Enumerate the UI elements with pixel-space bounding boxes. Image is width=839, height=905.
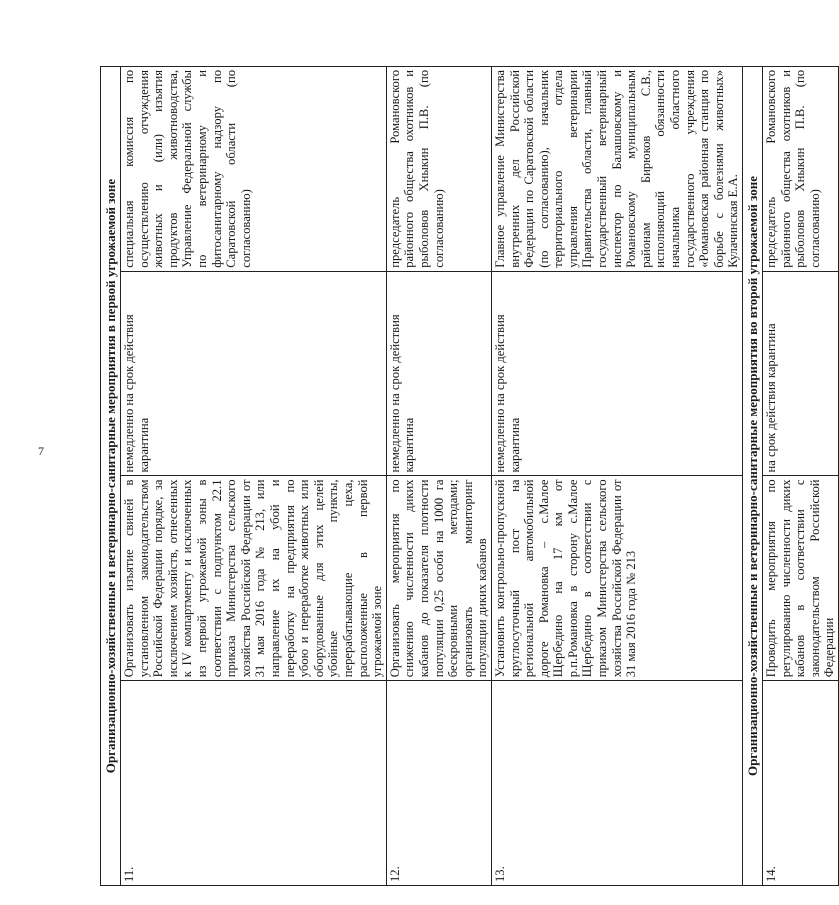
row-number: 12. [386,681,491,886]
row-number: 11. [121,681,387,886]
section-title: Организационно-хозяйственные и ветеринарно-санитарные мероприятия в первой угрожаемой зоне [101,67,121,886]
row-action: Установить контрольно-пропускной круглосуточный пост на региональной автомобильной дороге Романовка – с.Малое Щербедино на 17 км от р.п.Романовка в сторону с.Малое Щербедино в соответствии с приказом Министерства сельского хозяйства Российской Федерации от 31 мая 2016 года № 213 [491,476,742,681]
section-header-second-zone [743,67,763,886]
row-responsible: Главное управление Министерства внутренних дел Российской Федерации по Саратовской области (по согласованию), начальник территориального отдела управления ветеринарии Правительства области, главный государственный ветеринарный инспектор по Балашовскому и Романовскому муниципальным районам Бирюков С.В., исполняющий обязанности начальника областного государственного учреждения «Романовская районная станция по борьбе с болезнями животных» Кулачинская Е.А. [491,67,742,272]
measures-table [100,66,839,886]
row-responsible: председатель Романовского районного общества охотников и рыболовов Хныкин П.В. (по согласованию) [386,67,491,272]
measures-table-container [100,66,837,886]
table-row [121,67,387,886]
row-action: Организовать изъятие свиней в установленном законодательством Российской Федерации порядке, за исключением хозяйств, отнесенных к IV компартменту и исключенных из первой угрожаемой зоны в соответствии с подпунктом 22.1 приказа Министерства сельского хозяйства Российской Федерации от 31 мая 2016 года № 213, или направление их на убой и переработку на предприятия по убою и переработке животных или оборудованные для этих целей убойные пункты, перерабатывающие цеха, расположенные в первой угрожаемой зоне [121,476,387,681]
row-action: Проводить мероприятия по регулированию численности диких кабанов в соответствии с законодательством Российской Федерации [763,476,839,681]
row-action: Организовать мероприятия по снижению численности диких кабанов до показателя плотности популяции 0,25 особи на 1000 га бескровными методами; организовать мониторинг популяции диких кабанов [386,476,491,681]
table-row [491,67,742,886]
row-number: 13. [491,681,742,886]
table-row [386,67,491,886]
row-term: немедленно на срок действия карантина [386,271,491,476]
row-term: немедленно на срок действия карантина [121,271,387,476]
page-number: 7 [38,444,44,458]
section-header-first-zone [101,67,121,886]
row-responsible: председатель Романовского районного общества охотников и рыболовов Хныкин П.В. (по согласованию) [763,67,839,272]
row-term: немедленно на срок действия карантина [491,271,742,476]
section-title: Организационно-хозяйственные и ветеринарно-санитарные мероприятия во второй угрожаемой зоне [743,67,763,886]
table-row [763,67,839,886]
row-number: 14. [763,681,839,886]
row-responsible: специальная комиссия по осуществлению отчуждения животных и (или) изъятия продуктов животноводства, Управление Федеральной службы по ветеринарному и фитосанитарному надзору по Саратовской области (по согласованию) [121,67,387,272]
row-term: на срок действия карантина [763,271,839,476]
